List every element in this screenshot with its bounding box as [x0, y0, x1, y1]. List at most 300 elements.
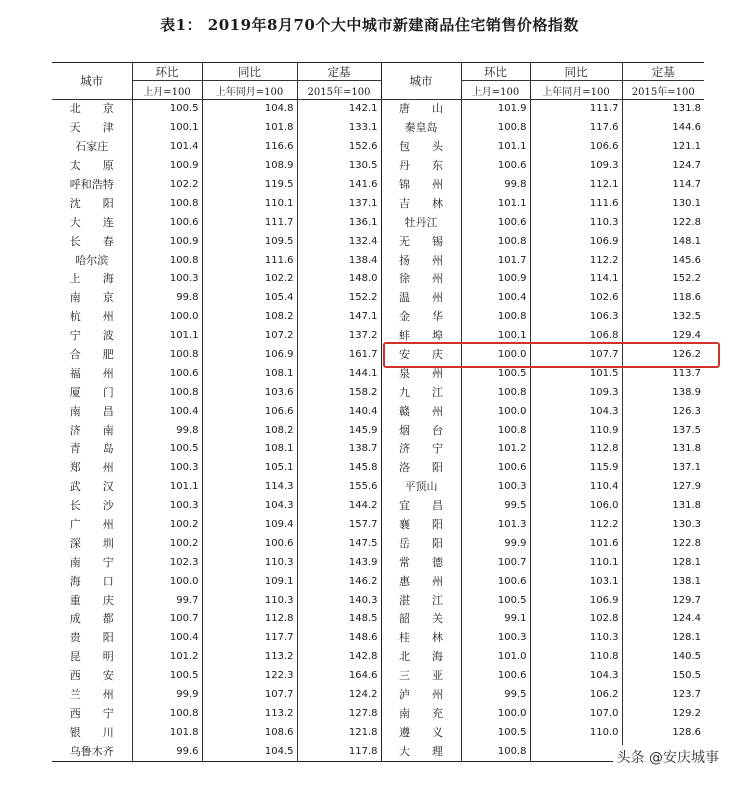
- table-row: [52, 119, 704, 138]
- base-value-right: 126.3: [622, 402, 704, 421]
- mom-value-right: 100.5: [461, 364, 530, 383]
- mom-value-right: 101.1: [461, 138, 530, 157]
- mom-value-right: 99.5: [461, 497, 530, 516]
- city-name-left: 长 沙: [69, 499, 114, 513]
- table-row: [52, 497, 704, 516]
- mom-value-left: 101.4: [132, 138, 202, 157]
- mom-value-left: 99.9: [132, 686, 202, 705]
- base-value-right: 129.2: [622, 705, 704, 724]
- yoy-header-right: 同比: [530, 63, 622, 81]
- base-value-right: 128.1: [622, 553, 704, 572]
- anqing-highlight-box: [383, 342, 720, 368]
- mom-value-right: 101.2: [461, 440, 530, 459]
- base-value-left: 144.1: [297, 364, 381, 383]
- mom-value-left: 100.8: [132, 705, 202, 724]
- base-value-right: 137.1: [622, 459, 704, 478]
- city-name-left: 武 汉: [69, 480, 114, 494]
- yoy-value-left: 110.1: [202, 194, 297, 213]
- base-value-left: 148.5: [297, 610, 381, 629]
- city-name-left: 合 肥: [69, 348, 114, 362]
- yoy-value-right: 103.1: [530, 572, 622, 591]
- yoy-value-left: 104.8: [202, 100, 297, 119]
- base-value-left: 130.5: [297, 157, 381, 176]
- mom-subheader-right: 上月=100: [461, 81, 530, 100]
- base-value-left: 138.7: [297, 440, 381, 459]
- mom-value-right: 100.8: [461, 421, 530, 440]
- city-name-right: 九 江: [381, 383, 461, 402]
- base-subheader-left: 2015年=100: [297, 81, 381, 100]
- city-name-right: 泉 州: [381, 364, 461, 383]
- table-row: [52, 459, 704, 478]
- city-header-right: 城市: [381, 63, 461, 100]
- table-row: [52, 629, 704, 648]
- city-name-left: 重 庆: [69, 593, 114, 607]
- city-header-left: 城市: [52, 63, 132, 100]
- mom-value-right: 100.8: [461, 232, 530, 251]
- yoy-value-left: 106.6: [202, 402, 297, 421]
- mom-value-right: 101.9: [461, 100, 530, 119]
- yoy-value-left: 109.1: [202, 572, 297, 591]
- mom-value-right: 100.7: [461, 553, 530, 572]
- yoy-value-right: 104.3: [530, 402, 622, 421]
- city-name-left: 宁 波: [69, 329, 114, 343]
- city-name-left: 杭 州: [69, 310, 114, 324]
- yoy-value-left: 108.1: [202, 364, 297, 383]
- base-value-left: 136.1: [297, 213, 381, 232]
- base-value-left: 140.4: [297, 402, 381, 421]
- yoy-value-left: 116.6: [202, 138, 297, 157]
- yoy-value-left: 109.4: [202, 516, 297, 535]
- city-name-right: 锦 州: [381, 176, 461, 195]
- city-name-left: 成 都: [69, 612, 114, 626]
- table-row: [52, 534, 704, 553]
- base-value-left: 146.2: [297, 572, 381, 591]
- yoy-value-left: 108.2: [202, 421, 297, 440]
- mom-value-left: 100.3: [132, 270, 202, 289]
- yoy-value-right: 106.2: [530, 686, 622, 705]
- mom-value-left: 100.9: [132, 157, 202, 176]
- table-row: [52, 232, 704, 251]
- table-row: [52, 100, 704, 119]
- watermark: 头条 @安庆城事: [613, 745, 723, 769]
- yoy-value-left: 104.3: [202, 497, 297, 516]
- table-row: [52, 138, 704, 157]
- city-name-right: 韶 关: [381, 610, 461, 629]
- yoy-value-left: 107.2: [202, 327, 297, 346]
- base-value-right: 144.6: [622, 119, 704, 138]
- city-name-left: 西 宁: [69, 706, 114, 720]
- city-name-right: 济 宁: [381, 440, 461, 459]
- city-name-right: 三 亚: [381, 667, 461, 686]
- mom-value-left: 100.8: [132, 251, 202, 270]
- yoy-value-right: 110.0: [530, 723, 622, 742]
- city-name-right: 宜 昌: [381, 497, 461, 516]
- city-name-left: 长 春: [69, 234, 114, 248]
- yoy-subheader-right: 上年同月=100: [530, 81, 622, 100]
- mom-value-left: 100.5: [132, 667, 202, 686]
- table-row: [52, 667, 704, 686]
- city-name-right: 丹 东: [381, 157, 461, 176]
- city-name-right: 遵 义: [381, 723, 461, 742]
- base-header-left: 定基: [297, 63, 381, 81]
- city-name-left: 沈 阳: [69, 196, 114, 210]
- yoy-value-right: 110.1: [530, 553, 622, 572]
- city-name-right: 泸 州: [381, 686, 461, 705]
- table-row: [52, 440, 704, 459]
- base-value-left: 155.6: [297, 478, 381, 497]
- city-name-left: 哈尔滨: [75, 253, 109, 267]
- mom-value-left: 99.8: [132, 289, 202, 308]
- mom-value-left: 100.8: [132, 346, 202, 365]
- mom-value-right: 100.0: [461, 402, 530, 421]
- city-name-right: 大 理: [381, 742, 461, 761]
- city-name-right: 秦皇岛: [381, 119, 461, 138]
- base-value-left: 148.6: [297, 629, 381, 648]
- table-title: 表1： 2019年8月70个大中城市新建商品住宅销售价格指数: [160, 16, 579, 34]
- mom-value-left: 100.5: [132, 440, 202, 459]
- mom-value-right: 100.3: [461, 478, 530, 497]
- base-value-right: 130.1: [622, 194, 704, 213]
- mom-value-left: 100.6: [132, 364, 202, 383]
- base-value-right: 145.6: [622, 251, 704, 270]
- city-name-right: 烟 台: [381, 421, 461, 440]
- yoy-value-left: 110.3: [202, 591, 297, 610]
- base-value-left: 140.3: [297, 591, 381, 610]
- base-value-left: 152.2: [297, 289, 381, 308]
- yoy-value-right: 111.7: [530, 100, 622, 119]
- base-value-left: 161.7: [297, 346, 381, 365]
- city-name-left: 郑 州: [69, 461, 114, 475]
- table-row: [52, 705, 704, 724]
- base-value-left: 137.1: [297, 194, 381, 213]
- mom-value-left: 100.0: [132, 572, 202, 591]
- yoy-value-right: 106.6: [530, 138, 622, 157]
- yoy-value-right: 101.5: [530, 364, 622, 383]
- mom-value-left: 100.8: [132, 194, 202, 213]
- mom-value-right: 101.7: [461, 251, 530, 270]
- base-header-right: 定基: [622, 63, 704, 81]
- base-value-right: 129.4: [622, 327, 704, 346]
- yoy-subheader-left: 上年同月=100: [202, 81, 297, 100]
- mom-value-left: 100.8: [132, 383, 202, 402]
- base-value-right: 150.5: [622, 667, 704, 686]
- yoy-value-left: 109.5: [202, 232, 297, 251]
- table-row: [52, 383, 704, 402]
- base-value-right: 113.7: [622, 364, 704, 383]
- yoy-value-left: 114.3: [202, 478, 297, 497]
- base-value-left: 143.9: [297, 553, 381, 572]
- yoy-value-right: 101.6: [530, 534, 622, 553]
- city-name-left: 太 原: [69, 159, 114, 173]
- city-name-right: 岳 阳: [381, 534, 461, 553]
- city-name-left: 兰 州: [69, 688, 114, 702]
- yoy-value-right: 112.8: [530, 440, 622, 459]
- yoy-value-left: 113.2: [202, 648, 297, 667]
- mom-value-left: 101.8: [132, 723, 202, 742]
- yoy-value-left: 105.4: [202, 289, 297, 308]
- table-row: [52, 572, 704, 591]
- base-value-left: 145.9: [297, 421, 381, 440]
- mom-value-left: 101.2: [132, 648, 202, 667]
- yoy-value-right: 110.3: [530, 213, 622, 232]
- base-value-left: 164.6: [297, 667, 381, 686]
- table-row: [52, 553, 704, 572]
- base-value-right: 148.1: [622, 232, 704, 251]
- yoy-value-left: 102.2: [202, 270, 297, 289]
- mom-value-right: 100.5: [461, 591, 530, 610]
- yoy-value-right: 109.3: [530, 157, 622, 176]
- base-value-right: 137.5: [622, 421, 704, 440]
- base-value-right: 129.7: [622, 591, 704, 610]
- base-value-left: 147.5: [297, 534, 381, 553]
- mom-value-left: 100.9: [132, 232, 202, 251]
- mom-value-left: 100.5: [132, 100, 202, 119]
- yoy-value-left: 122.3: [202, 667, 297, 686]
- base-value-left: 142.8: [297, 648, 381, 667]
- base-value-right: 131.8: [622, 100, 704, 119]
- mom-value-right: 100.4: [461, 289, 530, 308]
- city-name-right: 湛 江: [381, 591, 461, 610]
- base-value-right: 126.2: [622, 346, 704, 365]
- base-value-left: 148.0: [297, 270, 381, 289]
- table-row: [52, 213, 704, 232]
- mom-value-left: 100.3: [132, 459, 202, 478]
- table-row: [52, 742, 704, 761]
- table-row: [52, 591, 704, 610]
- yoy-value-left: 111.6: [202, 251, 297, 270]
- city-name-left: 上 海: [69, 272, 114, 286]
- yoy-value-right: 112.1: [530, 176, 622, 195]
- mom-value-left: 101.1: [132, 478, 202, 497]
- mom-value-right: 101.0: [461, 648, 530, 667]
- city-name-right: 温 州: [381, 289, 461, 308]
- base-value-left: 121.8: [297, 723, 381, 742]
- mom-value-right: 99.8: [461, 176, 530, 195]
- city-name-right: 洛 阳: [381, 459, 461, 478]
- yoy-value-right: 111.6: [530, 194, 622, 213]
- yoy-value-right: 112.2: [530, 516, 622, 535]
- yoy-value-right: 115.9: [530, 459, 622, 478]
- city-name-left: 乌鲁木齐: [69, 744, 114, 758]
- yoy-value-left: 113.2: [202, 705, 297, 724]
- base-subheader-right: 2015年=100: [622, 81, 704, 100]
- mom-value-left: 100.4: [132, 629, 202, 648]
- base-value-left: 138.4: [297, 251, 381, 270]
- yoy-value-left: 107.7: [202, 686, 297, 705]
- mom-value-left: 100.0: [132, 308, 202, 327]
- city-name-right: 桂 林: [381, 629, 461, 648]
- table-row: [52, 176, 704, 195]
- yoy-value-right: 106.9: [530, 232, 622, 251]
- base-value-right: 123.7: [622, 686, 704, 705]
- yoy-value-right: 104.3: [530, 667, 622, 686]
- mom-value-right: 100.0: [461, 705, 530, 724]
- mom-value-right: 99.1: [461, 610, 530, 629]
- city-name-left: 青 岛: [69, 442, 114, 456]
- yoy-value-left: 108.6: [202, 723, 297, 742]
- mom-value-left: 99.8: [132, 421, 202, 440]
- base-value-right: 122.8: [622, 213, 704, 232]
- city-name-left: 西 安: [69, 669, 114, 683]
- city-name-right: 惠 州: [381, 572, 461, 591]
- yoy-value-right: 110.4: [530, 478, 622, 497]
- mom-value-right: 100.6: [461, 667, 530, 686]
- base-value-left: 152.6: [297, 138, 381, 157]
- table-row: [52, 723, 704, 742]
- yoy-value-left: 101.8: [202, 119, 297, 138]
- city-name-right: 扬 州: [381, 251, 461, 270]
- city-name-left: 呼和浩特: [69, 178, 114, 191]
- yoy-value-right: 110.9: [530, 421, 622, 440]
- yoy-value-right: 102.8: [530, 610, 622, 629]
- mom-value-right: 100.6: [461, 459, 530, 478]
- table-row: [52, 478, 704, 497]
- base-value-right: 128.6: [622, 723, 704, 742]
- yoy-value-left: 108.1: [202, 440, 297, 459]
- yoy-value-right: 106.3: [530, 308, 622, 327]
- mom-value-right: 99.9: [461, 534, 530, 553]
- base-value-right: 121.1: [622, 138, 704, 157]
- base-value-right: 124.4: [622, 610, 704, 629]
- yoy-value-right: 109.3: [530, 383, 622, 402]
- base-value-right: 132.5: [622, 308, 704, 327]
- city-name-left: 天 津: [69, 121, 114, 135]
- city-name-left: 广 州: [69, 518, 114, 532]
- yoy-value-left: 110.3: [202, 553, 297, 572]
- price-index-table: [52, 62, 704, 762]
- city-name-right: 徐 州: [381, 270, 461, 289]
- base-value-right: 140.5: [622, 648, 704, 667]
- table-row: [52, 194, 704, 213]
- base-value-left: 117.8: [297, 742, 381, 761]
- city-name-right: 常 德: [381, 553, 461, 572]
- yoy-value-right: 106.8: [530, 327, 622, 346]
- base-value-left: 157.7: [297, 516, 381, 535]
- table-row: [52, 421, 704, 440]
- base-value-left: 147.1: [297, 308, 381, 327]
- yoy-value-right: [530, 742, 622, 761]
- city-name-right: 安 庆: [381, 346, 461, 365]
- yoy-value-left: 119.5: [202, 176, 297, 195]
- table-row: [52, 402, 704, 421]
- mom-value-right: 99.5: [461, 686, 530, 705]
- yoy-value-left: 104.5: [202, 742, 297, 761]
- yoy-value-right: 114.1: [530, 270, 622, 289]
- base-value-right: 122.8: [622, 534, 704, 553]
- yoy-value-left: 100.6: [202, 534, 297, 553]
- base-value-left: 124.2: [297, 686, 381, 705]
- city-name-left: 深 圳: [69, 536, 114, 550]
- yoy-value-right: 112.2: [530, 251, 622, 270]
- yoy-header-left: 同比: [202, 63, 297, 81]
- base-value-right: 130.3: [622, 516, 704, 535]
- base-value-right: 114.7: [622, 176, 704, 195]
- city-name-left: 石家庄: [75, 140, 109, 154]
- mom-value-right: 100.8: [461, 383, 530, 402]
- city-name-right: 赣 州: [381, 402, 461, 421]
- mom-value-right: 100.6: [461, 213, 530, 232]
- city-name-right: 吉 林: [381, 194, 461, 213]
- table-row: [52, 270, 704, 289]
- mom-value-right: 100.8: [461, 308, 530, 327]
- mom-value-right: 100.9: [461, 270, 530, 289]
- base-value-left: 132.4: [297, 232, 381, 251]
- table-row: [52, 516, 704, 535]
- yoy-value-right: 102.6: [530, 289, 622, 308]
- base-value-right: 124.7: [622, 157, 704, 176]
- table-row: [52, 610, 704, 629]
- city-name-right: 唐 山: [381, 100, 461, 119]
- base-value-right: 138.9: [622, 383, 704, 402]
- mom-value-left: 102.3: [132, 553, 202, 572]
- yoy-value-left: 108.2: [202, 308, 297, 327]
- city-name-right: 北 海: [381, 648, 461, 667]
- yoy-value-right: 117.6: [530, 119, 622, 138]
- yoy-value-right: 106.0: [530, 497, 622, 516]
- base-value-left: 133.1: [297, 119, 381, 138]
- city-name-right: 牡丹江: [381, 213, 461, 232]
- base-value-right: 131.8: [622, 497, 704, 516]
- mom-value-left: 102.2: [132, 176, 202, 195]
- city-name-right: 金 华: [381, 308, 461, 327]
- mom-value-right: 100.3: [461, 629, 530, 648]
- yoy-value-left: 111.7: [202, 213, 297, 232]
- mom-value-right: 100.6: [461, 157, 530, 176]
- mom-header-left: 环比: [132, 63, 202, 81]
- base-value-right: 131.8: [622, 440, 704, 459]
- base-value-right: 128.1: [622, 629, 704, 648]
- table-row: [52, 157, 704, 176]
- city-name-left: 济 南: [69, 423, 114, 437]
- city-name-left: 南 京: [69, 291, 114, 305]
- base-value-right: 127.9: [622, 478, 704, 497]
- base-value-left: 145.8: [297, 459, 381, 478]
- yoy-value-right: 106.9: [530, 591, 622, 610]
- mom-value-right: 101.1: [461, 194, 530, 213]
- yoy-value-left: 117.7: [202, 629, 297, 648]
- city-name-left: 贵 阳: [69, 631, 114, 645]
- yoy-value-right: 107.0: [530, 705, 622, 724]
- table-body: [52, 100, 704, 762]
- table-row: [52, 686, 704, 705]
- city-name-right: 蚌 埠: [381, 327, 461, 346]
- city-name-left: 海 口: [69, 574, 114, 588]
- city-name-right: 包 头: [381, 138, 461, 157]
- city-name-left: 厦 门: [69, 385, 114, 399]
- city-name-right: 平顶山: [381, 478, 461, 497]
- city-name-left: 大 连: [69, 215, 114, 229]
- mom-value-left: 100.3: [132, 497, 202, 516]
- base-value-left: 144.2: [297, 497, 381, 516]
- table-row: [52, 289, 704, 308]
- base-value-left: 158.2: [297, 383, 381, 402]
- yoy-value-right: 110.3: [530, 629, 622, 648]
- table-row: [52, 251, 704, 270]
- yoy-value-right: 110.8: [530, 648, 622, 667]
- city-name-left: 北 京: [69, 102, 114, 116]
- city-name-right: 无 锡: [381, 232, 461, 251]
- mom-value-right: 100.5: [461, 723, 530, 742]
- mom-value-left: 99.6: [132, 742, 202, 761]
- city-name-left: 福 州: [69, 366, 114, 380]
- base-value-left: 141.6: [297, 176, 381, 195]
- mom-value-right: 100.1: [461, 327, 530, 346]
- yoy-value-right: 107.7: [530, 346, 622, 365]
- base-value-left: 127.8: [297, 705, 381, 724]
- mom-value-right: 100.6: [461, 572, 530, 591]
- yoy-value-left: 108.9: [202, 157, 297, 176]
- yoy-value-left: 103.6: [202, 383, 297, 402]
